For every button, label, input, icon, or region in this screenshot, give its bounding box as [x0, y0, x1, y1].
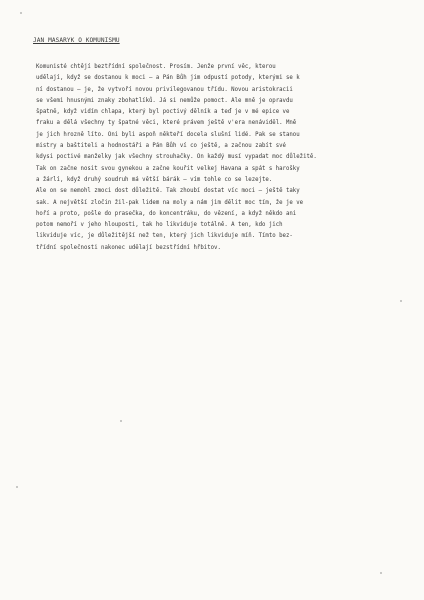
text-line: fraku a dělá všechny ty špatné věci, které právem ještě v'era nenáviděl. Mně	[36, 120, 297, 127]
text-line: mistry a baštiteli a hodnostáři a Pán Bůh ví co ještě, a začnou zabít své	[36, 143, 286, 150]
document-title: JAN MASARYK O KOMUNISMU	[33, 37, 120, 44]
text-line: kdysi poctivé manželky jak všechny strouhačky. On každý musí vypadat moc důležitě.	[36, 154, 317, 161]
text-line: likviduje víc, je důležitější než ten, který jich likviduje míň. Tímto bez-	[36, 233, 293, 240]
text-line: se všemi hnusnými znaky zbohatlíků. Já si nemůže pomoct. Ale mně je opravdu	[36, 97, 293, 104]
text-line: hoří a proto, pošle do prasečka, do koncentráku, do vězení, a když někdo ani	[36, 210, 297, 217]
text-line: sak. A největší zločin žil-pak lidem na moly a nám jim dělit moc tím, že je ve	[36, 199, 304, 206]
text-line: třídní společnosti nakonec udělají bezstřídní hřbitov.	[36, 244, 221, 251]
text-line: ní dostanou – je, že vytvoří novou privilegovanou třídu. Novou aristokracii	[36, 86, 293, 93]
text-line: špatně, když vidím chlapa, který byl poctivý dělník a teď je v mé epice ve	[36, 109, 290, 116]
text-line: je jich hrozně líto. Oni byli aspoň někteří docela slušní lidé. Pak se stanou	[36, 131, 300, 138]
scan-speck	[380, 572, 382, 574]
text-line: Ale on se nemohl zmoci dost důležitě. Tak zhoubí dostat víc moci – ještě taky	[36, 188, 300, 195]
text-line: potom nemoří v jeho hlouposti, tak ho likviduje totálně. A ten, kdo jich	[36, 222, 283, 229]
scan-speck	[16, 486, 18, 488]
scan-speck	[120, 420, 122, 422]
scan-speck	[400, 300, 402, 302]
text-line: Tak on začne nosit svou gynekou a začne kouřit velkej Havana a spát s harošky	[36, 165, 300, 172]
scan-speck	[20, 12, 22, 14]
text-line: Komunisté chtějí beztřídní společnost. Prosím. Jenže první věc, kterou	[36, 64, 276, 70]
text-line: udělají, když se dostanou k moci – a Pán Bůh jim odpustí potody, kterými se k	[36, 75, 300, 82]
text-line: a žárlí, když druhý soudruh má větší bárák – vím tohle co se lezejte.	[36, 176, 273, 183]
document-body	[36, 62, 406, 254]
